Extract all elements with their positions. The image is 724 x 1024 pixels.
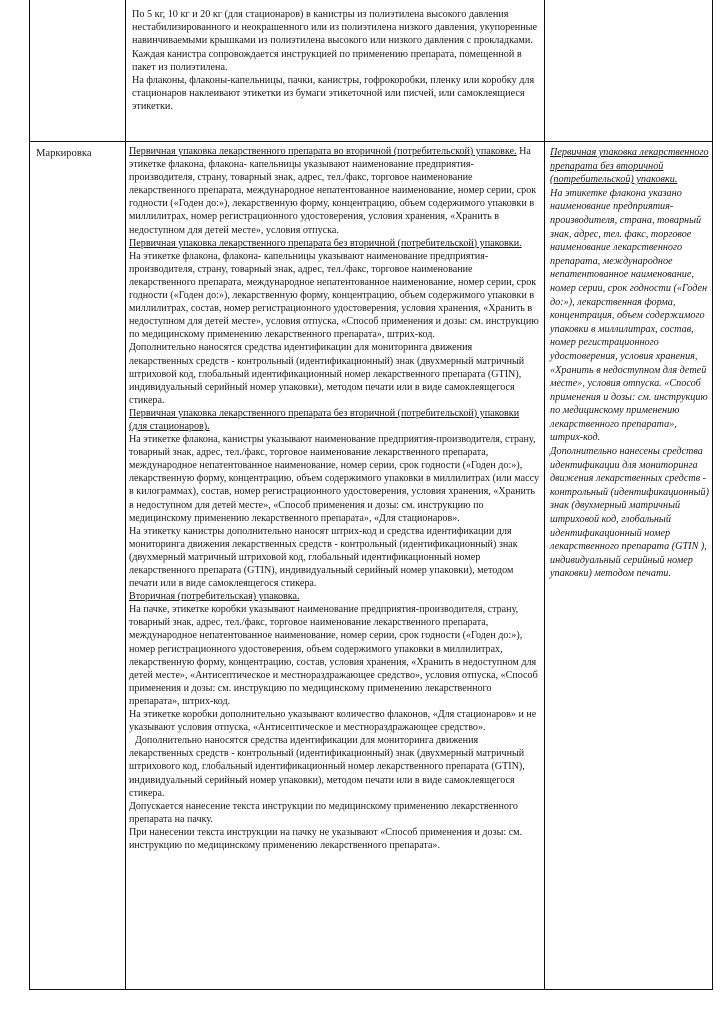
- marking-paragraph: [129, 145, 539, 237]
- marking-main-text: [129, 145, 539, 852]
- section-text: На пачке, этикетке коробки указывают наименование предприятия-производителя, страну, товарный знак, адрес, тел./факс, торговое наименование лекарственного препарата, международное непатентованное наименование, номер серии, срок годности («Годен до:»), номер регистрационного удостоверения, объем содержимого упаковки в миллилитрах, лекарственную форму, концентрацию, состав, условия хранения, «Хранить в недоступном для детей месте», «Антисептическое и местнораздражающее средство», условия отпуска, «Способ применения и дозы: см. инструкцию по медицинскому применению лекарственного препарата», штрих-код.: [129, 604, 538, 707]
- marking-label: Маркировка: [36, 148, 92, 159]
- section-heading: Вторичная (потребительская) упаковка.: [129, 591, 300, 603]
- section-text: Дополнительно наносятся средства идентификации для мониторинга движения лекарственных средств - контрольный (идентификационный) знак (двухмерный матричный штриховой код, глобальный идентификационный номер лекарственного препарата (GTIN), индивидуальный серийный номер упаковки), методом печати или в виде самоклеящегося стикера.: [129, 342, 525, 406]
- note-text: На этикетке флакона указано наименование предприятия-производителя, страна, товарный знак, адрес, тел. факс, торговое наименование лекарственного препарата, международное непатентованное наименование, номер серии, срок годности («Годен до:»), лекарственная форма, концентрация, объем содержимого упаковки в миллилитрах, состав, номер регистрационного удостоверения, условия хранения, «Хранить в недоступном для детей месте», условия отпуска. «Способ применения и дозы: см. инструкцию по медицинскому применению лекарственного препарата», штрих-код.: [550, 187, 708, 444]
- table-border-right: [712, 0, 713, 990]
- packaging-paragraph: Каждая канистра сопровождается инструкцией по применению препарата, помещенной в пакет из полиэтилена.: [132, 48, 522, 73]
- packaging-paragraph: По 5 кг, 10 кг и 20 кг (для стационаров) в канистры из полиэтилена высокого давления нестабилизированного и неокрашенного или из полиэтилена низкого давления, укупоренные навинчиваемыми крышками из полиэтилена высокого или низкого давления с прокладками.: [132, 9, 538, 47]
- section-heading: Первичная упаковка лекарственного препарата во вторичной (потребительской) упаковке.: [129, 146, 517, 157]
- note-heading: Первичная упаковка лекарственного препарата без вторичной (потребительской) упаковки.: [550, 147, 709, 186]
- section-text: На этикетке флакона, флакона- капельницы указывают наименование предприятия-производителя, страну, товарный знак, адрес, тел./факс, торговое наименование лекарственного препарата, международное непатентованное наименование, номер серии, срок годности («Годен до:»), лекарственную форму, концентрацию, объем содержимого упаковки в миллилитрах, состав, номер регистрационного удостоверения, условия хранения, «Хранить в недоступном для детей месте», условия отпуска, «Способ применения и дозы: см. инструкцию по медицинскому применению лекарственного препарата», штрих-код.: [129, 250, 539, 341]
- section-text: Дополнительно наносятся средства идентификации для мониторинга движения лекарственных средств - контрольный (идентификационный) знак (двухмерный матричный штрихового код, глобальный идентификационный номер лекарственного препарата (GTIN), индивидуальный серийный номер упаковки), методом печати или в виде самоклеящегося стикера.: [129, 735, 525, 799]
- section-text: На этикетке коробки дополнительно указывают количество флаконов, «Для стационаров» и не указывают условия отпуска, «Антисептическое и местнораздражающее средство».: [129, 709, 537, 734]
- section-text: Допускается нанесение текста инструкции по медицинскому применению лекарственного препарата на пачку.: [129, 800, 518, 825]
- table-row-divider: [29, 141, 713, 142]
- table-border-col2: [544, 0, 545, 990]
- section-heading: Первичная упаковка лекарственного препарата без вторичной (потребительской) упаковки (для стационаров).: [129, 407, 520, 432]
- section-text: При нанесении текста инструкции на пачку не указывают «Способ применения и дозы: см. инструкцию по медицинскому применению лекарственного препарата».: [129, 826, 523, 851]
- table-border-left: [29, 0, 30, 990]
- marking-note: [550, 146, 710, 581]
- table-border-col1: [125, 0, 126, 990]
- section-text: На этикетке флакона, канистры указывают наименование предприятия-производителя, страну, товарный знак, адрес, тел./факс, торговое наименование лекарственного препарата, международное непатентованное наименование, номер серии, срок годности («Годен до:»), лекарственную форму, концентрацию, объем содержимого упаковки в миллилитрах (или массу в килограммах), состав, номер регистрационного удостоверения, условия хранения, «Хранить в недоступном для детей месте», «Способ применения и дозы: см. инструкцию по медицинскому применению лекарственного препарата», «Для стационаров».: [129, 434, 540, 524]
- table-border-bottom: [29, 989, 713, 990]
- section-text: На этикетке флакона, флакона- капельницы указывают наименование предприятия-производителя, страну, товарный знак, адрес, тел./факс, торговое наименование лекарственного препарата, международное непатентованное наименование, номер серии, срок годности («Годен до:»), лекарственную форму, концентрацию, объем содержимого упаковки в миллилитрах, номер регистрационного удостоверения, условия хранения, «Хранить в недоступном для детей месте», условия отпуска.: [129, 146, 537, 236]
- section-heading: Первичная упаковка лекарственного препарата без вторичной (потребительской) упаковки.: [129, 237, 522, 249]
- packaging-description: [132, 8, 540, 114]
- packaging-paragraph: На флаконы, флаконы-капельницы, пачки, канистры, гофрокоробки, пленку или коробку для стационаров наклеивают этикетки из бумаги этикеточной или писчей, или самоклеящиеся этикетки.: [132, 75, 535, 113]
- section-text: На этикетку канистры дополнительно наносят штрих-код и средства идентификации для мониторинга движения лекарственных средств - контрольный (идентификационный) знак (двухмерный матричный штриховой код, глобальный идентификационный номер лекарственного препарата (GTIN), индивидуальный серийный номер упаковки), методом печати или в виде самоклеящегося стикера.: [129, 525, 518, 590]
- note-text: Дополнительно нанесены средства идентификации для мониторинга движения лекарственных средств - контрольный (идентификационный) знак (двухмерный матричный штриховой код, глобальный идентификационный номер лекарственного препарата (GTIN ), индивидуальный серийный номер упаковки) методом печати.: [550, 446, 709, 580]
